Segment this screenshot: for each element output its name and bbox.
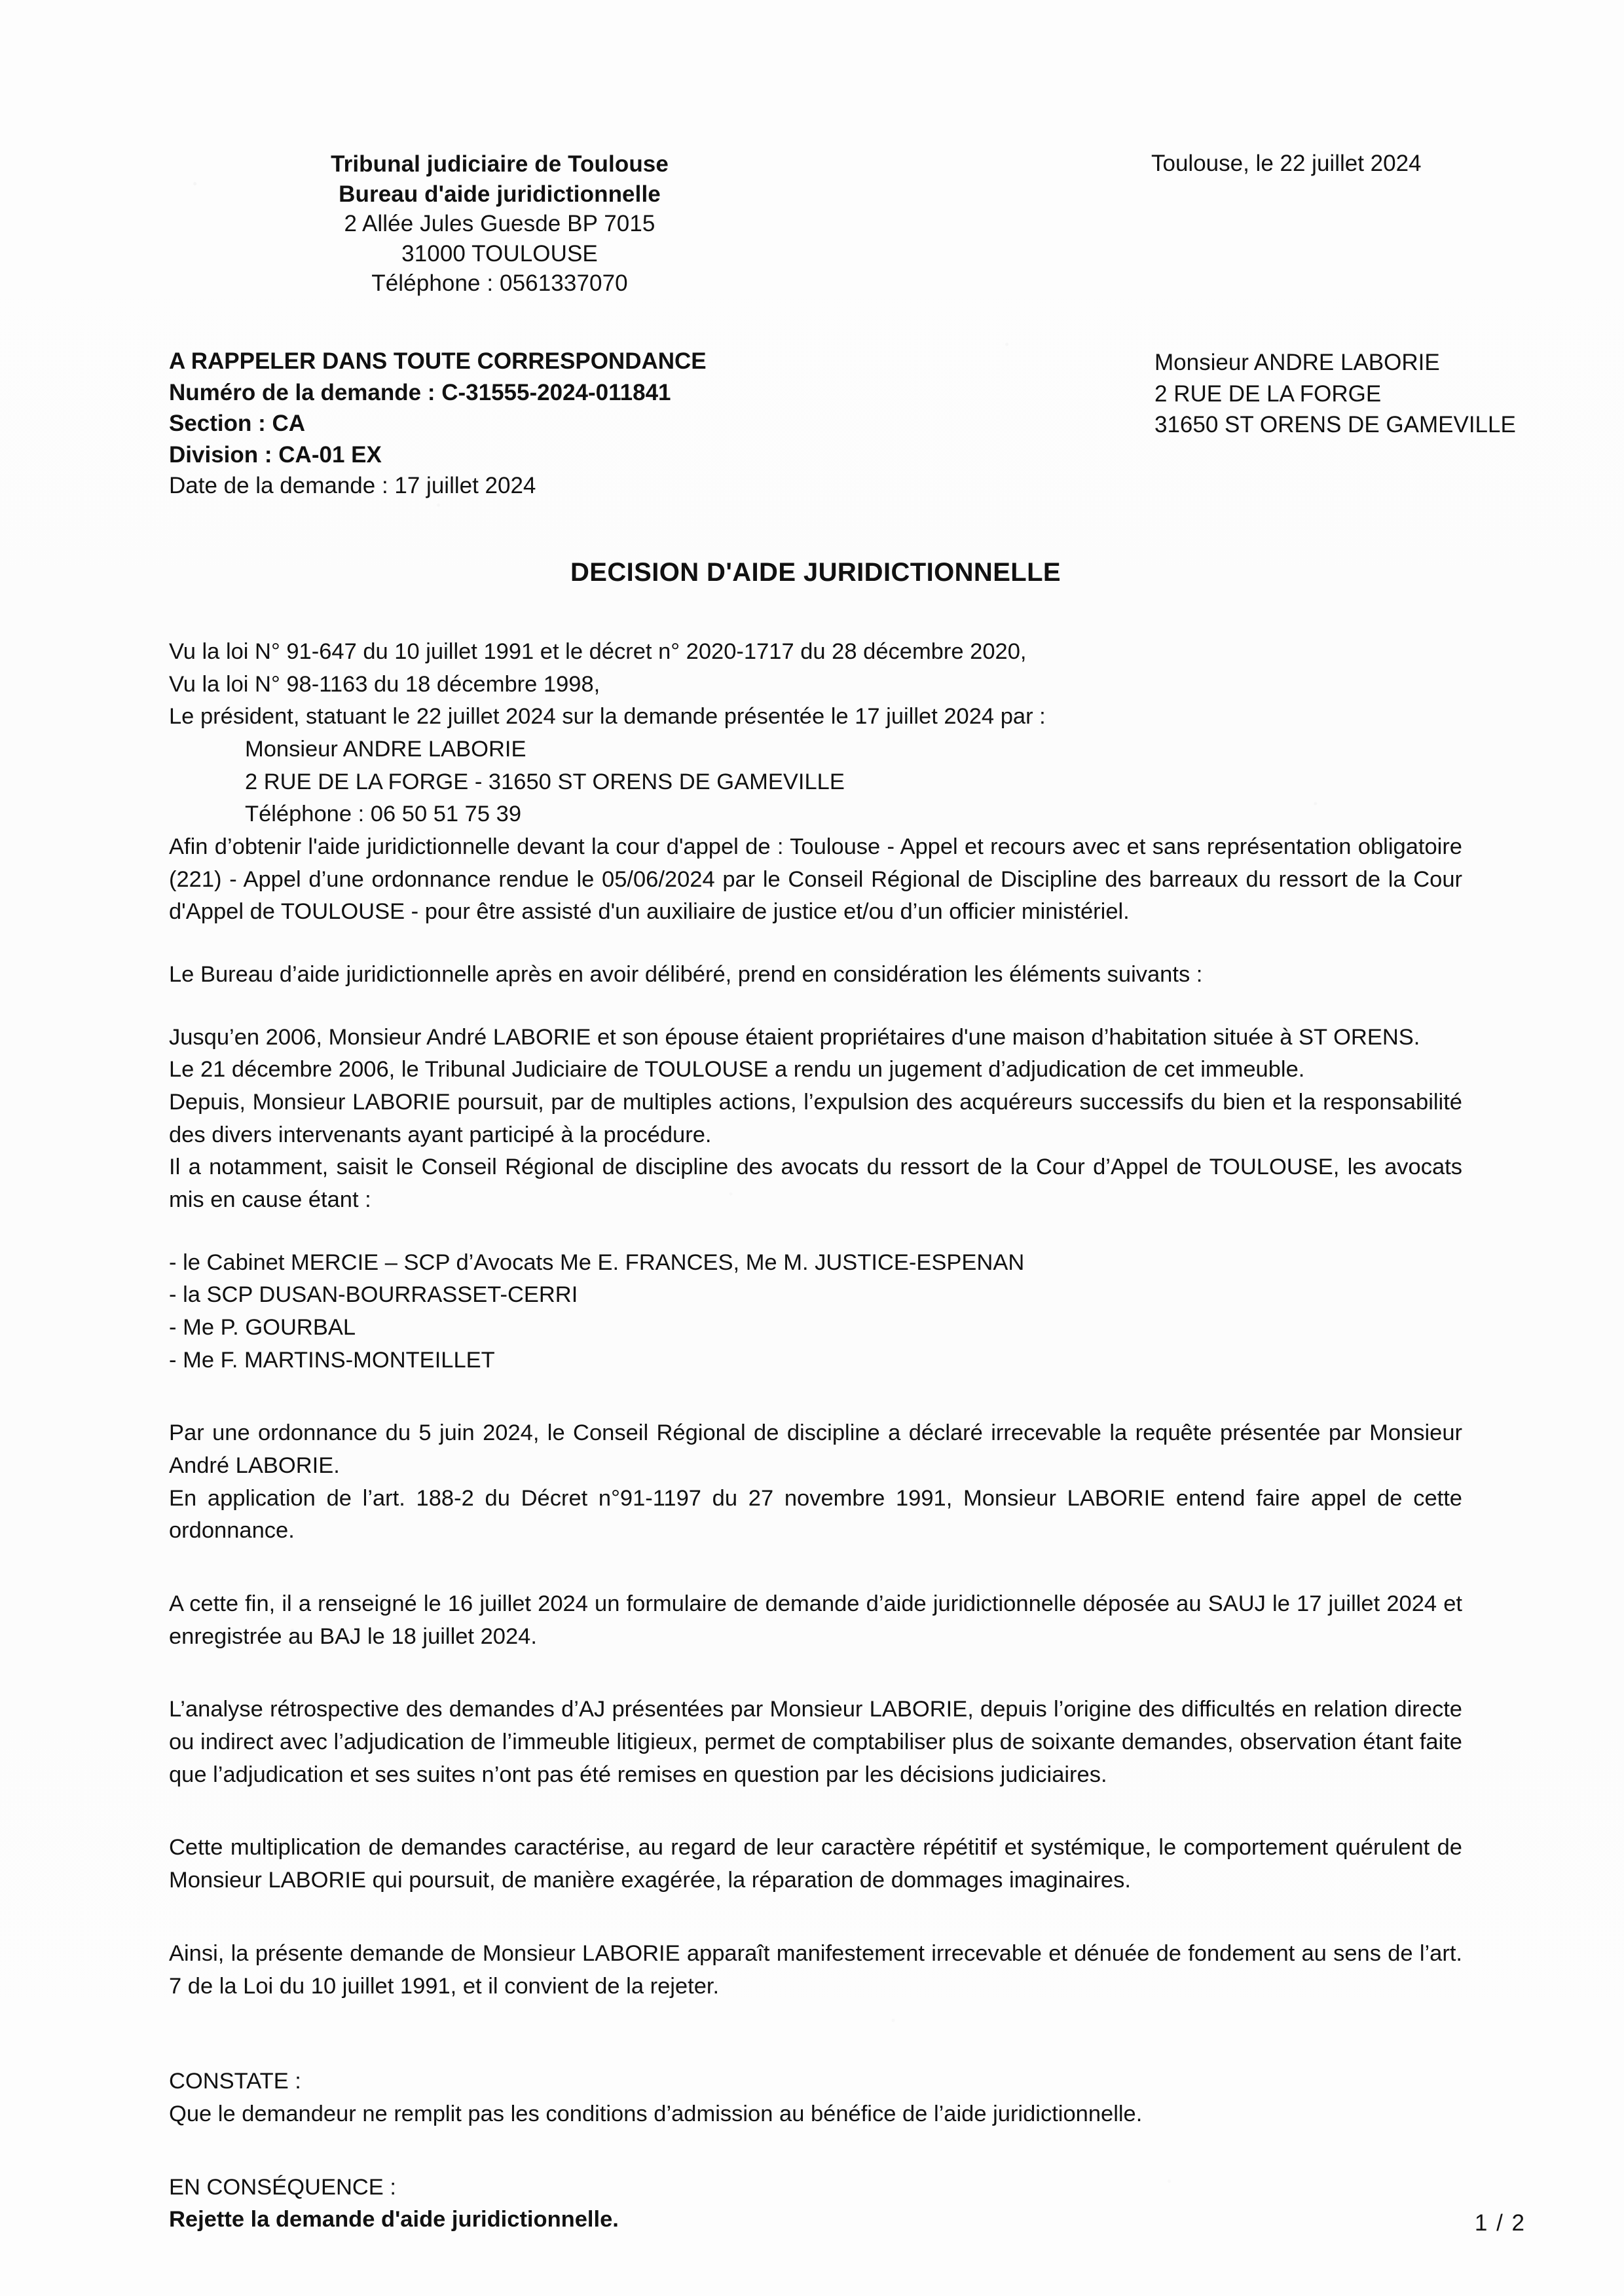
history-paragraph-3: Depuis, Monsieur LABORIE poursuit, par de multiples actions, l’expulsion des acquéreurs successifs du bien et la responsabilité des divers intervenants ayant participé à la procédure. (169, 1090, 1462, 1147)
recipient-city: 31650 ST ORENS DE GAMEVILLE (1154, 412, 1516, 438)
deliberation-paragraph: Le Bureau d’aide juridictionnelle après en avoir délibéré, prend en considération les éléments suivants : (169, 962, 1203, 988)
sender-address-block (169, 149, 830, 299)
sender-court-name: Tribunal judiciaire de Toulouse (331, 151, 669, 177)
lawyers-list (169, 1247, 1462, 1377)
list-item: - Me P. GOURBAL (169, 1315, 356, 1341)
analysis-paragraph: L’analyse rétrospective des demandes d’AJ présentées par Monsieur LABORIE, depuis l’origine des difficultés en relation directe ou indirect avec l’adjudication de l’immeuble litigieux, permet de comptabiliser plus de soixante demandes, observation étant faite que l’adjudication et ses suites n’ont pas été remises en question par les décisions judiciaires. (169, 1697, 1462, 1787)
history-paragraph-1: Jusqu’en 2006, Monsieur André LABORIE et son épouse étaient propriétaires d'une maison d’habitation située à ST ORENS. (169, 1024, 1420, 1050)
applicant-address: 2 RUE DE LA FORGE - 31650 ST ORENS DE GAMEVILLE (245, 769, 845, 794)
sender-phone: Téléphone : 0561337070 (371, 270, 628, 296)
legal-basis-line-2: Vu la loi N° 98-1163 du 18 décembre 1998, (169, 671, 600, 697)
sender-office-name: Bureau d'aide juridictionnelle (339, 181, 661, 207)
letter-header (169, 0, 1462, 296)
request-date: Date de la demande : 17 juillet 2024 (169, 473, 536, 499)
recipient-address-block (1154, 347, 1516, 441)
constate-heading: CONSTATE : (169, 2069, 301, 2094)
ordonnance-paragraph-1: Par une ordonnance du 5 juin 2024, le Conseil Régional de discipline a déclaré irrecevable la requête présentée par Monsieur André LABORIE. (169, 1420, 1462, 1479)
reference-block (169, 346, 707, 502)
president-statement: Le président, statuant le 22 juillet 2024 sur la demande présentée le 17 juillet 2024 par : (169, 704, 1046, 730)
conclusion-paragraph: Ainsi, la présente demande de Monsieur LABORIE apparaît manifestement irrecevable et dénuée de fondement au sens de l’art. 7 de la Loi du 10 juillet 1991, et il convient de la rejeter. (169, 1940, 1462, 1999)
history-paragraph-4: Il a notamment, saisit le Conseil Régional de discipline des avocats du ressort de la Cour d’Appel de TOULOUSE, les avocats mis en cause étant : (169, 1155, 1462, 1213)
division-row (169, 439, 707, 471)
list-item: - Me F. MARTINS-MONTEILLET (169, 1347, 495, 1373)
letter-date: Toulouse, le 22 juillet 2024 (1151, 151, 1422, 176)
case-history-block (169, 1022, 1462, 1217)
list-item: - la SCP DUSAN-BOURRASSET-CERRI (169, 1282, 578, 1308)
form-submission-paragraph: A cette fin, il a renseigné le 16 juillet 2024 un formulaire de demande d’aide juridictionnelle déposée au SAUJ le 17 juillet 2024 et enregistrée au BAJ le 18 juillet 2024. (169, 1591, 1462, 1649)
consequence-heading: EN CONSÉQUENCE : (169, 2174, 396, 2200)
sender-city: 31000 TOULOUSE (401, 240, 598, 267)
applicant-phone: Téléphone : 06 50 51 75 39 (245, 802, 522, 827)
list-item: - le Cabinet MERCIE – SCP d’Avocats Me E. FRANCES, Me M. JUSTICE-ESPENAN (169, 1250, 1025, 1275)
page-number: 1 / 2 (1474, 2210, 1526, 2236)
history-paragraph-2: Le 21 décembre 2006, le Tribunal Judiciaire de TOULOUSE a rendu un jugement d’adjudication de cet immeuble. (169, 1057, 1305, 1083)
legal-basis-block (169, 636, 1462, 831)
section-value: CA (272, 411, 306, 437)
ordonnance-paragraph-2: En application de l’art. 188-2 du Décret n°91-1197 du 27 novembre 1991, Monsieur LABORIE entend faire appel de cette ordonnance. (169, 1485, 1462, 1544)
consequence-text: Rejette la demande d'aide juridictionnelle. (169, 2207, 619, 2232)
recipient-street: 2 RUE DE LA FORGE (1154, 380, 1382, 407)
division-value: CA-01 EX (278, 441, 382, 468)
request-number-value: C-31555-2024-011841 (441, 379, 671, 405)
document-body (169, 636, 1462, 2236)
division-label: Division : (169, 441, 272, 468)
request-number-row (169, 377, 707, 409)
correspondence-notice: A RAPPELER DANS TOUTE CORRESPONDANCE (169, 348, 707, 374)
recipient-name: Monsieur ANDRE LABORIE (1154, 350, 1440, 375)
constate-text: Que le demandeur ne remplit pas les conditions d’admission au bénéfice de l’aide juridictionnelle. (169, 2101, 1143, 2126)
multiplication-paragraph: Cette multiplication de demandes caractérise, au regard de leur caractère répétitif et systémique, le comportement quérulent de Monsieur LABORIE qui poursuit, de manière exagérée, la réparation de dommages imaginaires. (169, 1835, 1462, 1893)
request-number-label: Numéro de la demande : (169, 379, 435, 405)
section-row (169, 408, 707, 439)
sender-street: 2 Allée Jules Guesde BP 7015 (344, 211, 655, 236)
reference-and-recipient (169, 346, 1516, 499)
legal-basis-line-1: Vu la loi N° 91-647 du 10 juillet 1991 et le décret n° 2020-1717 du 28 décembre 2020, (169, 639, 1027, 664)
applicant-name: Monsieur ANDRE LABORIE (245, 737, 526, 762)
section-label: Section : (169, 411, 266, 437)
request-object-paragraph: Afin d’obtenir l'aide juridictionnelle devant la cour d'appel de : Toulouse - Appel et recours avec et sans représentation obligatoire (221) - Appel d’une ordonnance rendue le 05/06/2024 par le Conseil Régional de Discipline des barreaux du ressort de la Cour d'Appel de TOULOUSE - pour être assisté d'un auxiliaire de justice et/ou d’un officier ministériel. (169, 834, 1462, 925)
document-title: DECISION D'AIDE JURIDICTIONNELLE (570, 558, 1061, 587)
